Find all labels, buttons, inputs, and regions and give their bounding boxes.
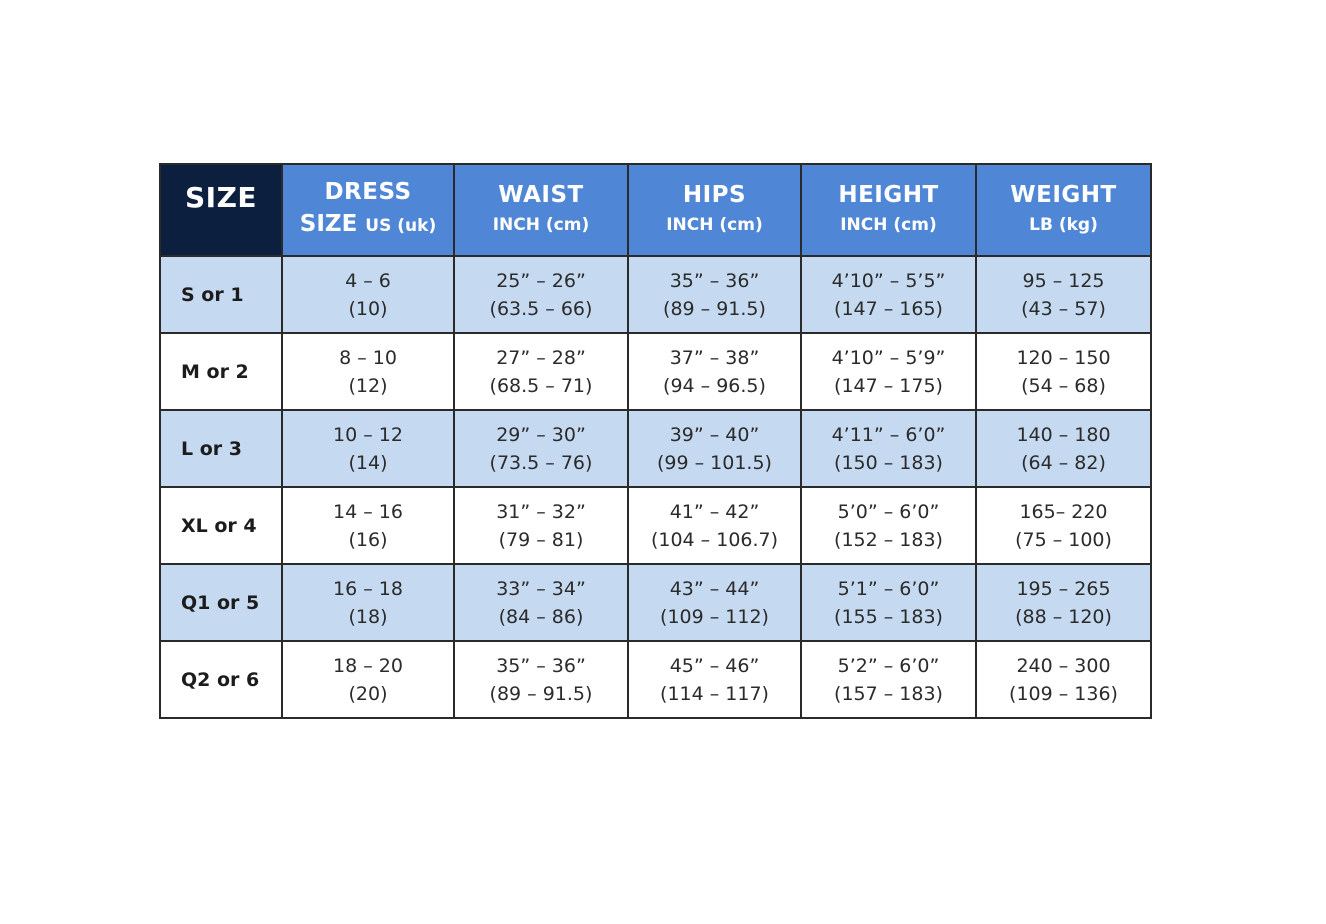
hips-inch: 39” – 40”: [669, 423, 760, 446]
header-row: [160, 164, 1151, 256]
hips-inch: 37” – 38”: [669, 346, 760, 369]
waist-cm: (89 – 91.5): [489, 682, 593, 705]
hips-cm: (104 – 106.7): [650, 528, 779, 551]
waist-inch: 31” – 32”: [496, 500, 586, 523]
waist-cell: [454, 564, 628, 641]
weight-lb: 195 – 265: [1016, 577, 1111, 600]
header-weight-main: WEIGHT: [1010, 182, 1117, 208]
weight-lb: 240 – 300: [1016, 654, 1111, 677]
table-row: [160, 487, 1151, 564]
header-dress-line2-sub: US (uk): [365, 216, 437, 236]
table-row: [160, 333, 1151, 410]
header-hips-sub: INCH (cm): [666, 215, 763, 235]
height-cm: (157 – 183): [834, 682, 943, 705]
height-cm: (147 – 165): [834, 297, 943, 320]
weight-lb: 165– 220: [1019, 500, 1108, 523]
weight-lb: 120 – 150: [1016, 346, 1111, 369]
weight-kg: (54 – 68): [1021, 374, 1106, 397]
height-cell: [801, 641, 976, 718]
dress-uk: (20): [348, 682, 388, 705]
weight-lb: 140 – 180: [1016, 423, 1111, 446]
size-cell: M or 2: [160, 333, 282, 410]
header-height-main: HEIGHT: [838, 182, 939, 208]
height-inch: 5’2” – 6’0”: [837, 654, 940, 677]
weight-cell: [976, 487, 1151, 564]
dress-cell: [282, 641, 454, 718]
waist-cm: (63.5 – 66): [489, 297, 593, 320]
waist-inch: 27” – 28”: [496, 346, 586, 369]
waist-inch: 33” – 34”: [496, 577, 586, 600]
height-cm: (150 – 183): [834, 451, 943, 474]
waist-cm: (79 – 81): [498, 528, 584, 551]
header-size: [160, 164, 282, 256]
height-cell: [801, 410, 976, 487]
header-waist-main: WAIST: [498, 182, 584, 208]
waist-cell: [454, 487, 628, 564]
table-row: [160, 564, 1151, 641]
hips-cell: [628, 410, 801, 487]
header-dress-size: [282, 164, 454, 256]
hips-inch: 45” – 46”: [669, 654, 760, 677]
height-inch: 4’10” – 5’5”: [831, 269, 946, 292]
hips-inch: 41” – 42”: [669, 500, 760, 523]
dress-uk: (18): [348, 605, 388, 628]
height-cm: (155 – 183): [834, 605, 943, 628]
size-cell: L or 3: [160, 410, 282, 487]
weight-kg: (64 – 82): [1021, 451, 1106, 474]
hips-cm: (99 – 101.5): [657, 451, 772, 474]
waist-cell: [454, 333, 628, 410]
hips-inch: 35” – 36”: [669, 269, 760, 292]
waist-cm: (68.5 – 71): [489, 374, 593, 397]
weight-kg: (88 – 120): [1015, 605, 1112, 628]
dress-uk: (14): [348, 451, 388, 474]
hips-cell: [628, 641, 801, 718]
height-cell: [801, 564, 976, 641]
table-row: [160, 410, 1151, 487]
waist-inch: 29” – 30”: [496, 423, 586, 446]
table-row: [160, 256, 1151, 333]
height-cell: [801, 333, 976, 410]
weight-cell: [976, 256, 1151, 333]
header-dress-main: DRESS: [324, 179, 412, 205]
height-inch: 4’11” – 6’0”: [831, 423, 946, 446]
header-dress-line2: [283, 207, 453, 243]
dress-cell: [282, 564, 454, 641]
hips-cell: [628, 333, 801, 410]
header-weight: [976, 164, 1151, 256]
height-cell: [801, 487, 976, 564]
weight-lb: 95 – 125: [1022, 269, 1105, 292]
waist-cell: [454, 410, 628, 487]
dress-cell: [282, 333, 454, 410]
header-waist-sub: INCH (cm): [492, 215, 590, 235]
weight-kg: (109 – 136): [1009, 682, 1118, 705]
dress-uk: (12): [348, 374, 388, 397]
size-chart-table: [159, 163, 1152, 719]
header-height-sub: INCH (cm): [840, 215, 937, 235]
header-waist: [454, 164, 628, 256]
waist-inch: 25” – 26”: [496, 269, 586, 292]
waist-cell: [454, 256, 628, 333]
hips-inch: 43” – 44”: [669, 577, 760, 600]
height-cm: (147 – 175): [834, 374, 943, 397]
dress-cell: [282, 410, 454, 487]
table-row: [160, 641, 1151, 718]
size-cell: Q2 or 6: [160, 641, 282, 718]
height-inch: 4’10” – 5’9”: [831, 346, 946, 369]
weight-cell: [976, 410, 1151, 487]
weight-kg: (43 – 57): [1021, 297, 1106, 320]
weight-cell: [976, 641, 1151, 718]
size-cell: Q1 or 5: [160, 564, 282, 641]
dress-uk: (10): [348, 297, 388, 320]
header-height: [801, 164, 976, 256]
header-hips-main: HIPS: [682, 182, 747, 208]
weight-cell: [976, 333, 1151, 410]
size-cell: XL or 4: [160, 487, 282, 564]
header-dress-line2-main: SIZE: [299, 211, 358, 237]
waist-inch: 35” – 36”: [496, 654, 586, 677]
height-inch: 5’0” – 6’0”: [837, 500, 940, 523]
hips-cell: [628, 256, 801, 333]
hips-cm: (109 – 112): [660, 605, 769, 628]
height-inch: 5’1” – 6’0”: [837, 577, 940, 600]
dress-us: 14 – 16: [333, 500, 403, 523]
dress-us: 10 – 12: [333, 423, 403, 446]
waist-cell: [454, 641, 628, 718]
hips-cell: [628, 564, 801, 641]
hips-cm: (114 – 117): [660, 682, 769, 705]
waist-cm: (84 – 86): [498, 605, 584, 628]
dress-us: 8 – 10: [339, 346, 397, 369]
dress-us: 16 – 18: [333, 577, 403, 600]
dress-uk: (16): [348, 528, 388, 551]
hips-cell: [628, 487, 801, 564]
dress-us: 18 – 20: [333, 654, 403, 677]
dress-cell: [282, 256, 454, 333]
size-cell: S or 1: [160, 256, 282, 333]
waist-cm: (73.5 – 76): [489, 451, 593, 474]
weight-kg: (75 – 100): [1015, 528, 1112, 551]
height-cm: (152 – 183): [834, 528, 943, 551]
dress-us: 4 – 6: [345, 269, 391, 292]
height-cell: [801, 256, 976, 333]
header-size-label: SIZE: [184, 180, 257, 214]
dress-cell: [282, 487, 454, 564]
weight-cell: [976, 564, 1151, 641]
header-weight-sub: LB (kg): [1029, 215, 1098, 235]
hips-cm: (89 – 91.5): [663, 297, 766, 320]
hips-cm: (94 – 96.5): [663, 374, 766, 397]
header-hips: [628, 164, 801, 256]
